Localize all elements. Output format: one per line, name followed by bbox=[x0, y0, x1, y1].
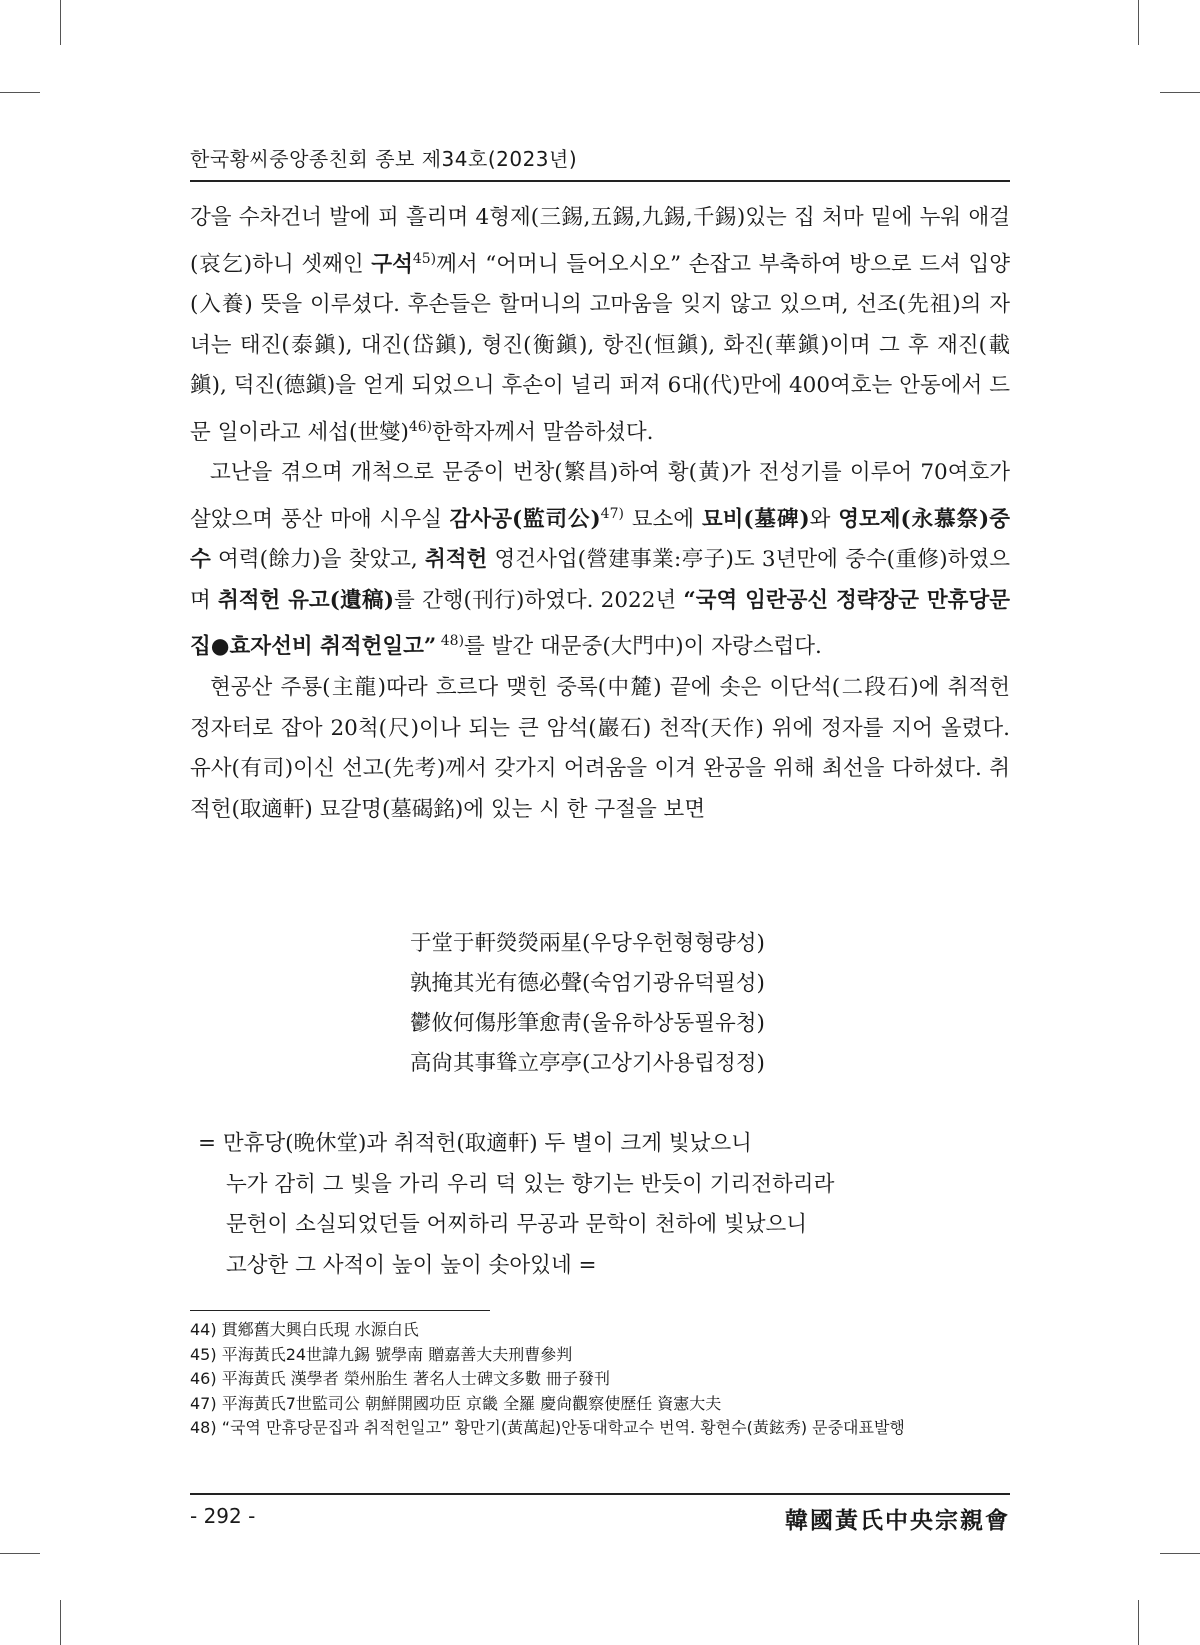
poem-line: 孰掩其光有德必聲(숙엄기광유덕필성) bbox=[410, 971, 765, 996]
text-run: 와 bbox=[809, 506, 839, 532]
crop-mark bbox=[0, 92, 40, 93]
footnote-ref: 47) bbox=[600, 505, 624, 522]
text-run: 를 발간 대문중(大門中)이 자랑스럽다. bbox=[464, 634, 822, 660]
footnote-ref: 45) bbox=[412, 250, 437, 267]
publisher-name: 韓國黃氏中央宗親會 bbox=[785, 1507, 1010, 1534]
translation-line: = 만휴당(晩休堂)과 취적헌(取適軒) 두 별이 크게 빛났으니 bbox=[198, 1131, 752, 1156]
bold-text: 영모제(永慕祭)중수 bbox=[190, 506, 1010, 573]
poem-line: 鬱攸何傷彤筆愈靑(울유하상동필유청) bbox=[410, 1011, 765, 1036]
crop-mark bbox=[0, 1553, 40, 1554]
bold-text: 취적헌 유고(遺稿) bbox=[217, 587, 395, 613]
bold-text: 취적헌 bbox=[424, 547, 488, 573]
page-number: - 292 - bbox=[190, 1504, 256, 1528]
crop-mark bbox=[1160, 1553, 1200, 1554]
bold-text: “국역 임란공신 정략장군 만휴당문집●효자선비 취적헌일고” bbox=[190, 587, 1010, 660]
body-text bbox=[190, 198, 1010, 830]
text-run: 여력(餘力)을 찾았고, bbox=[210, 547, 425, 573]
text-run: 현공산 주룡(主龍)따라 흐르다 맺힌 중록(中麓) 끝에 솟은 이단석(二段石)에 취적헌 정자터로 잡아 20척(尺)이나 되는 큰 암석(巖石) 천작(天作) 위에 정자를 지어 올렸다. 유사(有司)이신 선고(先考)께서 갖가지 어려움을 이겨 완공을 위해 최선을 다하셨다. 취적헌(取適軒) 묘갈명(墓碣銘)에 있는 시 한 구절을 보면 bbox=[190, 675, 1010, 822]
paragraph bbox=[190, 198, 1010, 453]
text-run: 묘소에 bbox=[623, 506, 702, 532]
footnote-ref: 48) bbox=[436, 633, 465, 650]
footnote: 48) “국역 만휴당문집과 취적헌일고” 황만기(黃萬起)안동대학교수 번역. 황현수(黃鉉秀) 문중대표발행 bbox=[190, 1418, 905, 1437]
translation-line: 문헌이 소실되었던들 어찌하리 무공과 문학이 천하에 빛났으니 bbox=[226, 1212, 808, 1237]
crop-mark bbox=[60, 1600, 61, 1645]
footnotes bbox=[190, 1318, 1010, 1441]
text-run: 한학자께서 말씀하셨다. bbox=[432, 419, 654, 445]
paragraph bbox=[190, 668, 1010, 830]
footnote: 45) 平海黃氏24世諱九錫 號學南 贈嘉善大夫刑曹參判 bbox=[190, 1344, 573, 1364]
poem-line: 高尙其事聳立亭亭(고상기사용립정정) bbox=[410, 1051, 765, 1076]
bold-text: 묘비(墓碑) bbox=[701, 506, 810, 532]
crop-mark bbox=[1138, 0, 1139, 45]
footnote: 47) 平海黃氏7世監司公 朝鮮開國功臣 京畿 全羅 慶尙觀察使歷任 資憲大夫 bbox=[190, 1393, 722, 1413]
running-header: 한국황씨중앙종친회 종보 제34호(2023년) bbox=[190, 147, 578, 171]
paragraph bbox=[190, 453, 1010, 668]
footnote-ref: 46) bbox=[408, 418, 433, 435]
text-run: 강을 수차건너 발에 피 흘리며 4형제(三錫,五錫,九錫,千錫)있는 집 처마 밑에 누워 애걸(哀乞)하니 셋째인 bbox=[190, 205, 1010, 277]
text-run: 를 간행(刊行)하였다. 2022년 bbox=[394, 587, 684, 613]
translation-line: 누가 감히 그 빛을 가리 우리 덕 있는 향기는 반듯이 기리전하리라 bbox=[226, 1171, 835, 1197]
text-run: 영건사업(營建事業:亭子)도 3년만에 중수(重修)하였으며 bbox=[190, 547, 1010, 613]
crop-mark bbox=[60, 0, 61, 45]
bold-text: 감사공(監司公) bbox=[449, 506, 601, 532]
text-run: 께서 “어머니 들어오시오” 손잡고 부축하여 방으로 드셔 입양(入養) 뜻을 이루셨다. 후손들은 할머니의 고마움을 잊지 않고 있으며, 선조(先祖)의 자녀는 태진(泰鎭), 대진(岱鎭), 형진(衡鎭), 항진(恒鎭), 화진(華鎭)이며 그 후 재진(載鎭), 덕진(德鎭)을 얻게 되었으니 후손이 널리 퍼져 6대(代)만에 400여호는 안동에서 드문 일이라고 세섭(世燮) bbox=[190, 251, 1011, 445]
header-divider bbox=[190, 180, 1010, 182]
bold-text: 구석 bbox=[371, 251, 413, 277]
translation-line: 고상한 그 사적이 높이 높이 솟아있네 = bbox=[226, 1252, 597, 1278]
footnote: 44) 貫鄕舊大興白氏現 水源白氏 bbox=[190, 1320, 419, 1339]
footnote-divider bbox=[190, 1310, 490, 1311]
crop-mark bbox=[1138, 1600, 1139, 1645]
text-run: 고난을 겪으며 개척으로 문중이 번창(繁昌)하여 황(黃)가 전성기를 이루어 70여호가 살았으며 풍산 마애 시우실 bbox=[190, 460, 1010, 532]
poem-line: 于堂于軒熒熒兩星(우당우헌형형량성) bbox=[410, 931, 765, 956]
footnote: 46) 平海黃氏 漢學者 榮州胎生 著名人士碑文多數 冊子發刊 bbox=[190, 1369, 611, 1388]
footer-divider bbox=[190, 1493, 1010, 1495]
crop-mark bbox=[1160, 92, 1200, 93]
poem bbox=[410, 924, 765, 1084]
poem-translation bbox=[198, 1124, 834, 1286]
